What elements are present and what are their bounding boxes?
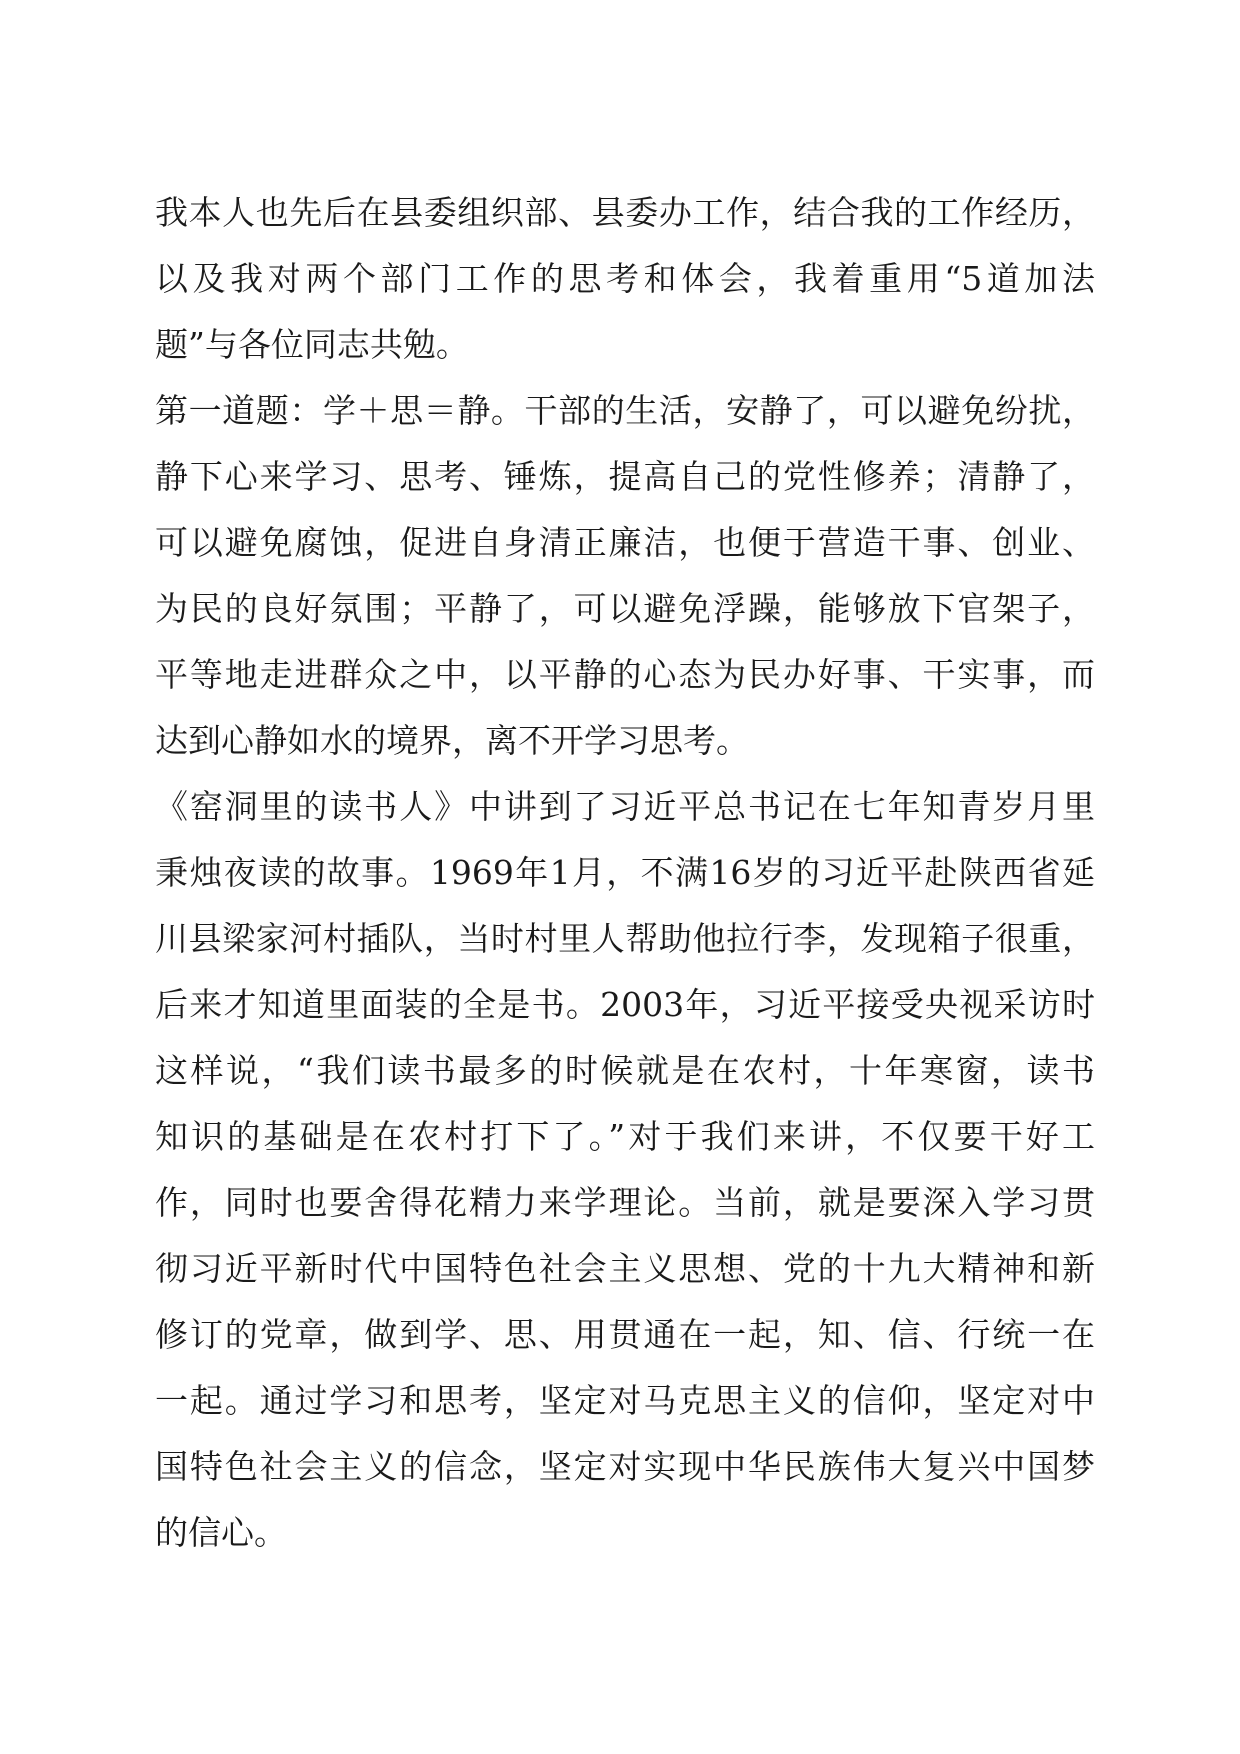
text-line: 后来才知道里面装的全是书。2003年，习近平接受央视采访时 bbox=[155, 985, 1095, 1024]
text-line: 彻习近平新时代中国特色社会主义思想、党的十九大精神和新 bbox=[155, 1249, 1095, 1288]
text-line: 的信心。 bbox=[155, 1513, 287, 1552]
text-line: 题”与各位同志共勉。 bbox=[155, 325, 469, 364]
text-line: 这样说，“我们读书最多的时候就是在农村，十年寒窗，读书 bbox=[155, 1051, 1095, 1090]
text-line: 知识的基础是在农村打下了。”对于我们来讲，不仅要干好工 bbox=[155, 1117, 1095, 1156]
text-line: 修订的党章，做到学、思、用贯通在一起，知、信、行统一在 bbox=[155, 1315, 1095, 1354]
document-body bbox=[155, 180, 1095, 1566]
text-line: 以及我对两个部门工作的思考和体会，我着重用“5道加法 bbox=[155, 259, 1095, 298]
text-line: 一起。通过学习和思考，坚定对马克思主义的信仰，坚定对中 bbox=[155, 1381, 1095, 1420]
text-line: 作，同时也要舍得花精力来学理论。当前，就是要深入学习贯 bbox=[155, 1183, 1095, 1222]
text-line: 秉烛夜读的故事。1969年1月，不满16岁的习近平赴陕西省延 bbox=[155, 853, 1095, 892]
text-line: 达到心静如水的境界，离不开学习思考。 bbox=[155, 721, 749, 760]
text-line: 川县梁家河村插队，当时村里人帮助他拉行李，发现箱子很重， bbox=[155, 919, 1095, 958]
text-line: 平等地走进群众之中，以平静的心态为民办好事、干实事，而 bbox=[155, 655, 1095, 694]
text-line: 为民的良好氛围；平静了，可以避免浮躁，能够放下官架子， bbox=[155, 589, 1095, 628]
text-line: 我本人也先后在县委组织部、县委办工作，结合我的工作经历， bbox=[155, 193, 1095, 232]
text-line: 静下心来学习、思考、锤炼，提高自己的党性修养；清静了， bbox=[155, 457, 1095, 496]
text-line: 国特色社会主义的信念，坚定对实现中华民族伟大复兴中国梦 bbox=[155, 1447, 1095, 1486]
text-line: 可以避免腐蚀，促进自身清正廉洁，也便于营造干事、创业、 bbox=[155, 523, 1095, 562]
text-line: 第一道题：学＋思＝静。干部的生活，安静了，可以避免纷扰， bbox=[155, 391, 1095, 430]
text-line: 《窑洞里的读书人》中讲到了习近平总书记在七年知青岁月里 bbox=[155, 787, 1095, 826]
